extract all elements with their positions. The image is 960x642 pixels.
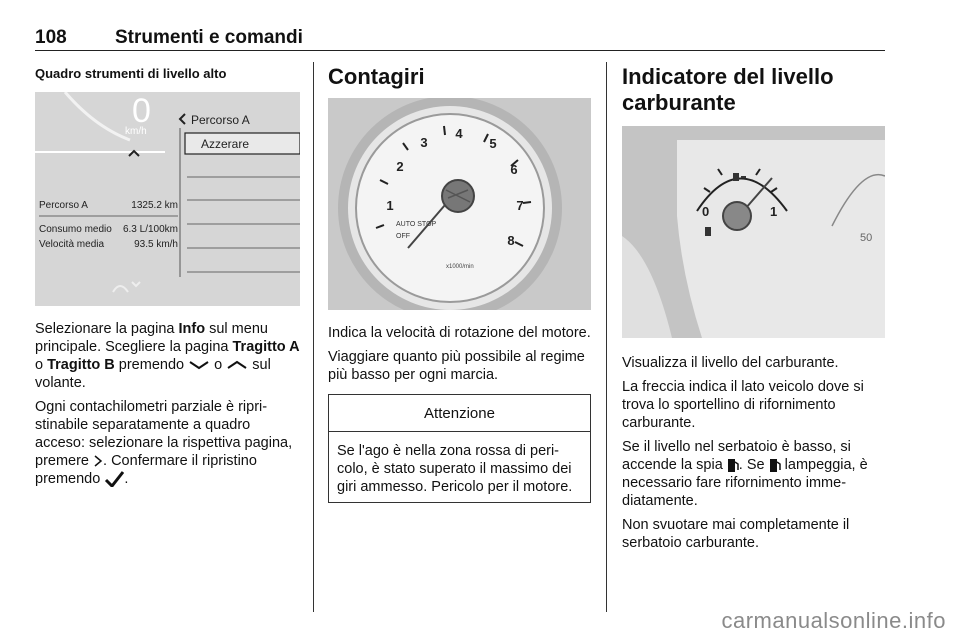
side-speed-label: 50 (860, 232, 873, 244)
off-label: OFF (396, 233, 410, 240)
checkmark-icon (104, 471, 124, 487)
column-info-display (35, 62, 300, 494)
tacho-number: 6 (510, 162, 518, 177)
heading-contagiri: Contagiri (328, 64, 425, 89)
avg-speed-row-label: Velocità media (39, 239, 105, 250)
fuel-empty-label: 0 (702, 204, 710, 219)
paragraph: La freccia indica il lato veicolo dove si trova lo sportellino di rifornimento carburante. (622, 379, 864, 431)
paragraph: Viaggiare quanto più possibile al regime più basso per ogni marcia. (328, 349, 585, 383)
paragraph: Selezionare la pagina Info sul menu principale. Scegliere la pagina Tragitto A o Tragitto B premendo o sul volante. (35, 321, 300, 391)
fuel-gauge-illustration (622, 126, 885, 338)
chevron-down-icon (188, 360, 210, 370)
column-divider (313, 62, 314, 612)
tacho-number: 7 (516, 198, 524, 213)
consumption-row-label: Consumo medio (39, 224, 112, 235)
trip-row-label: Percorso A (39, 200, 88, 211)
tacho-number: 4 (455, 126, 463, 141)
paragraph: Visualizza il livello del carburante. (622, 355, 839, 371)
fuel-warning-icon (727, 457, 739, 473)
paragraph: Non svuotare mai completamente il serbatoio carburante. (622, 517, 850, 551)
page-header (35, 24, 885, 51)
fuel-warning-icon (769, 457, 781, 473)
chevron-right-icon (93, 455, 103, 467)
subheading: Quadro strumenti di livello alto (35, 66, 227, 81)
warning-box (328, 394, 591, 503)
tachometer-illustration (328, 98, 591, 310)
page-number: 108 (35, 27, 67, 48)
tacho-number: 2 (396, 159, 404, 174)
avg-speed-row-value: 93.5 km/h (134, 239, 178, 250)
fuel-full-label: 1 (770, 204, 778, 219)
paragraph: Se il livello nel serbatoio è basso, si accende la spia . Se lampeggia, è necessario fare rifornimento imme- diatamente. (622, 439, 868, 509)
menu-title: Percorso A (191, 113, 250, 127)
column-fuel-gauge (622, 62, 887, 558)
speed-digit: 0 (132, 92, 151, 130)
warning-title: Attenzione (329, 395, 590, 432)
tacho-unit-label: x1000/min (446, 264, 474, 270)
paragraph: Ogni contachilometri parziale è ripri- stinabile separatamente a quadro acceso: selezionare la rispettiva pagina, premere . Confermare il ripristino premendo . (35, 399, 293, 487)
watermark: carmanualsonline.info (721, 608, 946, 633)
warning-text: Se l'ago è nella zona rossa di peri- colo, è stato superato il massimo dei giri ammesso. Pericolo per il motore. (337, 443, 573, 495)
fuel-pump-icon (705, 227, 711, 236)
speed-unit: km/h (125, 126, 147, 137)
column-divider (606, 62, 607, 612)
tacho-number: 8 (507, 233, 515, 248)
consumption-row-value: 6.3 L/100km (122, 224, 178, 235)
tacho-number: 5 (489, 136, 497, 151)
paragraph: Indica la velocità di rotazione del motore. (328, 325, 591, 341)
tacho-number: 3 (420, 135, 428, 150)
column-tachometer (328, 62, 591, 503)
chevron-up-icon (226, 360, 248, 370)
heading-fuel-gauge: Indicatore del livello carburante (622, 64, 834, 115)
section-title: Strumenti e comandi (115, 27, 303, 48)
tacho-number: 1 (386, 198, 394, 213)
auto-stop-label: AUTO STOP (396, 221, 437, 228)
trip-row-value: 1325.2 km (131, 200, 178, 211)
reset-button: Azzerare (201, 137, 250, 151)
info-display-illustration (35, 92, 300, 306)
